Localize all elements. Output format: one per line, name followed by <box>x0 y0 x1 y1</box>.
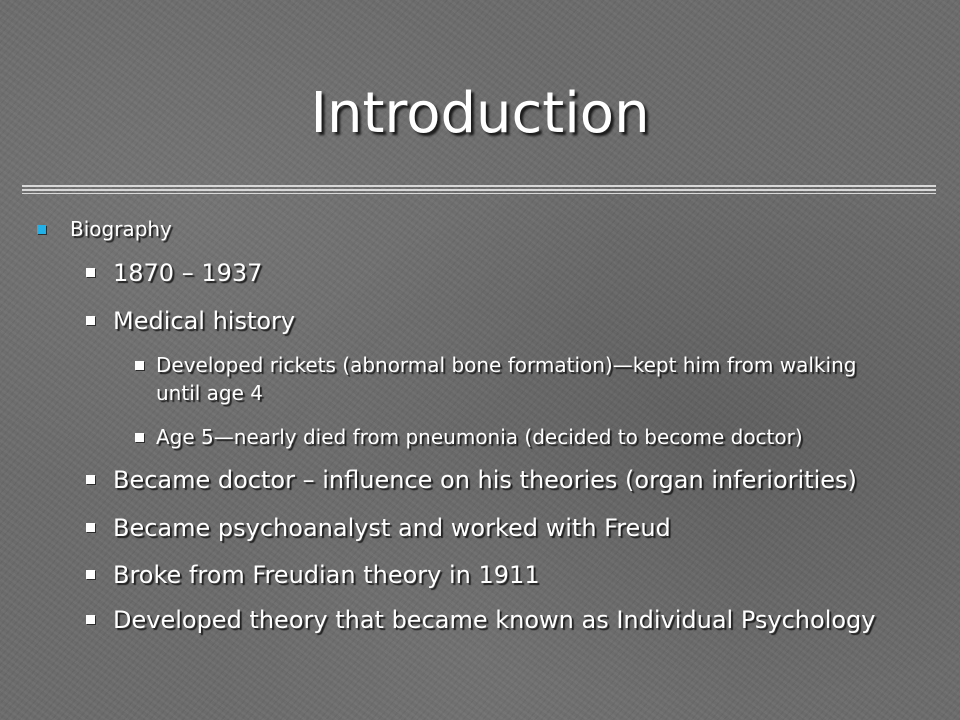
bullet-item-became-doctor <box>86 465 857 495</box>
square-bullet-icon <box>86 570 95 579</box>
bullet-item-rickets <box>135 351 876 407</box>
bullet-text: Became psychoanalyst and worked with Freud <box>113 514 671 542</box>
bullet-item-pneumonia <box>135 423 876 451</box>
square-bullet-icon <box>135 433 144 442</box>
slide-title: Introduction <box>310 81 650 146</box>
square-bullet-icon <box>86 615 95 624</box>
bullet-item-individual-psychology <box>86 605 876 635</box>
bullet-text: Developed rickets (abnormal bone formation)—kept him from walking until age 4 <box>156 353 857 405</box>
bullet-text: Biography <box>70 217 172 241</box>
square-bullet-icon <box>86 523 95 532</box>
bullet-item-broke-from-freud <box>86 560 540 590</box>
bullet-text: Age 5—nearly died from pneumonia (decided to become doctor) <box>156 425 803 449</box>
bullet-text: Medical history <box>113 307 296 335</box>
bullet-text: Broke from Freudian theory in 1911 <box>113 561 540 589</box>
square-bullet-icon <box>86 475 95 484</box>
square-bullet-icon <box>86 316 95 325</box>
bullet-text: 1870 – 1937 <box>113 259 263 287</box>
bullet-text: Became doctor – influence on his theories (organ inferiorities) <box>113 466 857 494</box>
square-bullet-icon <box>135 361 144 370</box>
bullet-text: Developed theory that became known as Individual Psychology <box>113 606 876 634</box>
square-bullet-icon <box>37 225 46 234</box>
bullet-item-dates <box>86 258 262 288</box>
bullet-item-medical-history <box>86 306 295 336</box>
bullet-item-psychoanalyst <box>86 513 671 543</box>
square-bullet-icon <box>86 268 95 277</box>
bullet-item-biography <box>37 217 172 241</box>
